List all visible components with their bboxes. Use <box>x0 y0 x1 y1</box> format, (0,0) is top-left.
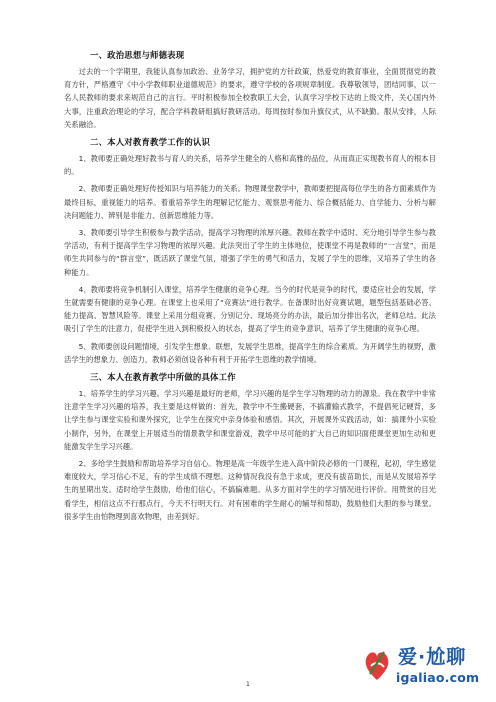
paragraph: 5、教师要创设问题情境，引发学生想象、联想，发展学生思维，提高学生的综合素质。为开阔学生的视野，激活学生的想象力、创造力，教师必须创设各种有利于开拓学生思维的教学情境。 <box>64 341 436 364</box>
section-heading: 三、本人在教育教学中所做的具体工作 <box>90 372 236 383</box>
paragraph: 1、教师要正确处理好教书与育人的关系，培养学生健全的人格和高雅的品位，从而真正实现教书育人的根本目的。 <box>64 154 436 177</box>
watermark-domain: igaliao.com <box>396 670 480 685</box>
paragraph: 4、教师要将竞争机制引入课堂，培养学生健康的竞争心理。当今的时代是竞争的时代，要适应社会的发展，学生就需要有健康的竞争心理。在课堂上也采用了“竞赛法”进行教学。在备课时出好竞赛试题，题型包括基础必答、能力提高、智慧风险等。课堂上采用分组竞赛、分别记分、现场亮分的办法，最后加分排出名次，老师总结。此法吸引了学生的注意力，促使学生进入到积极投入的状态，提高了学生的竞争意识，培养了学生健康的竞争心理。 <box>64 284 436 334</box>
paragraph: 2、多给学生鼓励和帮助培养学习自信心。物理是高一年级学生进入高中阶段必修的一门课程，起初，学生感觉难度较大，学习信心不足，有的学生成绩不理想。这种情况我没有急于求成，更没有拔苗助长，而是从发展培养学生的星期出发。适时给学生鼓励，给他们信心，不搞偏难题。从多方面对学生的学习情况进行评价。用赞赏的目光看学生，相信这点不行那点行，今天不行明天行。对有困难的学生耐心的辅导和帮助，鼓励他们大胆的参与课堂。很多学生由怕物理到喜欢物理，由差到好。 <box>64 459 436 521</box>
document-page <box>64 50 436 527</box>
paragraph: 2、教师要正确处理好传授知识与培养能力的关系。物理课堂教学中，教师要把提高每位学生的各方面素质作为最终目标，重视能力的培养。着重培养学生的理解记忆能力、观察思考能力、综合概括能力、自学能力、分析与解决问题能力、辨别是非能力、创新思维能力等。 <box>64 184 436 220</box>
watermark <box>362 640 482 690</box>
page-number: 1 <box>245 680 251 688</box>
heart-logo-icon <box>362 644 392 684</box>
section-heading: 二、本人对教育教学工作的认识 <box>90 137 211 148</box>
paragraph: 3、教师要引导学生积极参与教学活动，提高学习物理的浓厚兴趣。教师在教学中适时、充分地引导学生参与教学活动，有利于提高学生学习物理的浓厚兴趣。此法突出了学生的主体地位，使课堂不再是教师的“一言堂”，而是师生共同参与的“群言堂”，既活跃了课堂气氛，增强了学生的勇气和活力，发展了学生的思维，又培养了学生的各种能力。 <box>64 228 436 277</box>
paragraph: 过去的一个学期里，我能认真参加政治、业务学习，拥护党的方针政策，热爱党的教育事业，全面贯彻党的教育方针，严格遵守《中小学教师职业道德规范》的要求，遵守学校的各项规章制度。我尊敬领导，团结同事，以一名人民教师的要求来规范自己的言行。平时积极参加全校教职工大会，认真学习学校下达的上级文件，关心国内外大事，注重政治理论的学习，配合学科教研组搞好教研活动。每周按时参加升旗仪式，从不缺勤。服从安排，人际关系融洽。 <box>64 67 436 129</box>
section-heading: 一、政治思想与师德表现 <box>90 50 185 60</box>
watermark-brand: 爱·尬聊 <box>398 646 467 668</box>
paragraph: 1、培养学生的学习兴趣。学习兴趣是最好的老师，学习兴趣的是学生学习物理的动力的源泉。我在教学中非常注意学生学习兴趣的培养，我主要是这样做的：首先，教学中不生搬硬套，不搞灌输式教学，不提倡死记硬背，多让学生参与课堂实验和课外探究，让学生在探究中亲身体验和感悟。其次，开展课外实践活动，如：搞课外小实验小制作，另外，在课堂上开展适当的情景教学和课堂游戏，教学中尽可能的扩大自己的知识面使课堂更加生动和更能激发学生学习兴趣。 <box>64 389 436 451</box>
